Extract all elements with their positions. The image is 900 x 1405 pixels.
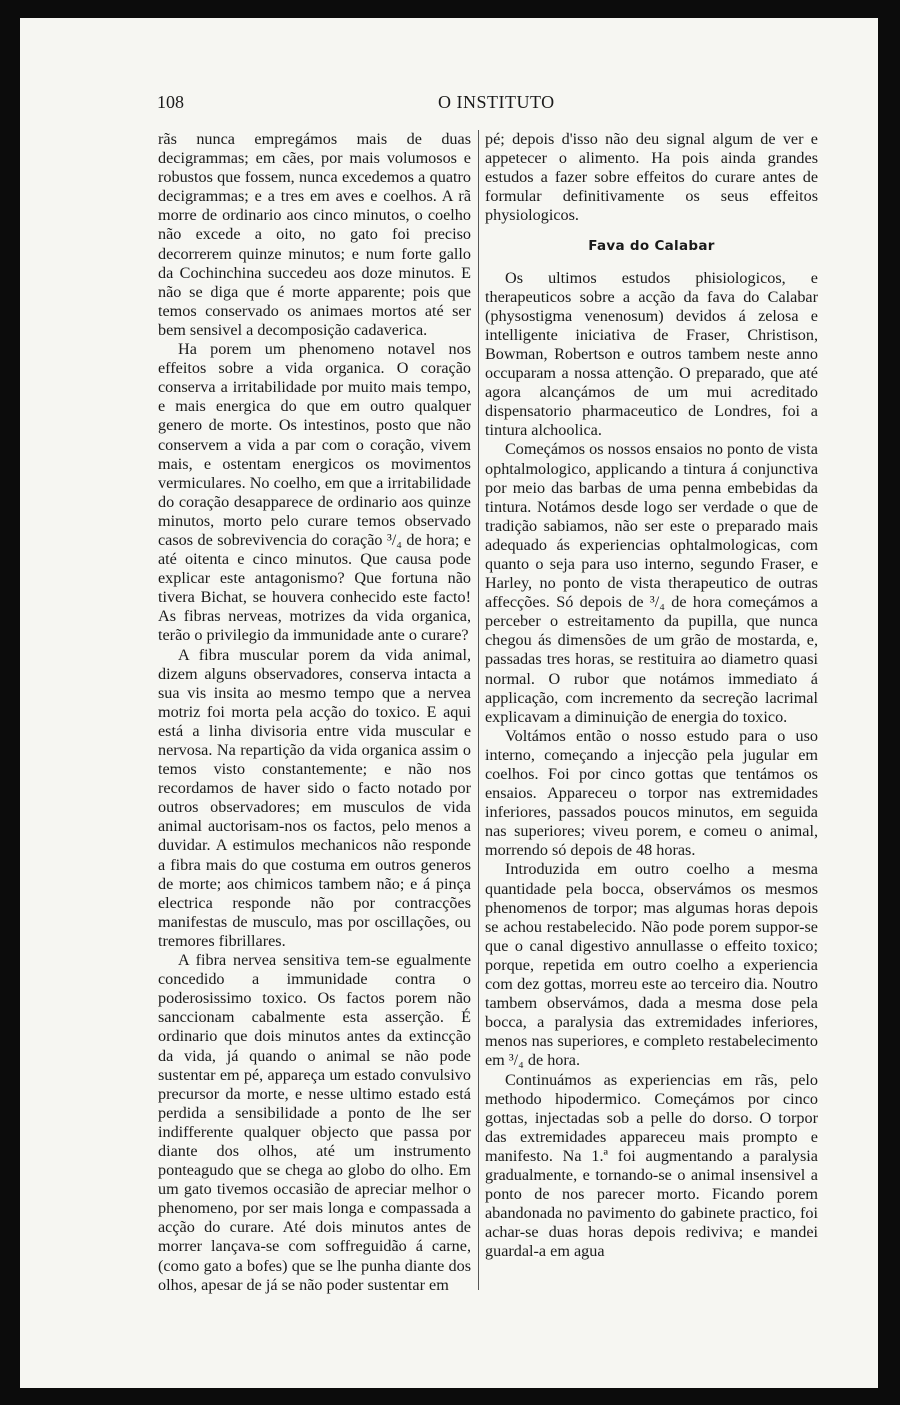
right-column bbox=[485, 130, 818, 1261]
book-page bbox=[20, 18, 878, 1388]
paragraph: Os ultimos estudos phisiologicos, e therapeuticos sobre a acção da fava do Calabar (physostigma venenosum) devidos á zelosa e intelligente iniciativa de Fraser, Christison, Bowman, Robertson e outros tambem neste anno occuparam a nossa attenção. O preparado, que até agora alcançámos de um mui acreditado dispensatorio pharmaceutico de Londres, foi a tintura alchoolica. bbox=[485, 268, 818, 440]
paragraph: Voltámos então o nosso estudo para o uso interno, começando a injecção pela jugular em coelhos. Foi por cinco gottas que tentámos os ensaios. Appareceu o torpor nas extremidades inferiores, passados poucos minutos, em seguida nas superiores; viveu porem, e comeu o animal, morrendo só depois de 48 horas. bbox=[485, 726, 818, 860]
paragraph: Começámos os nossos ensaios no ponto de vista ophtalmologico, applicando a tintura á conjunctiva por meio das barbas de uma penna embebidas da tintura. Notámos desde logo ser verdade o que de tradição sabiamos, não ser este o preparado mais adequado ás experiencias ophtalmologicas, com quanto o seja para uso interno, segundo Fraser, e Harley, no ponto de vista therapeutico de outras affecções. Só depois de ³/₄ de hora começámos a perceber o estreitamento da pupilla, que nunca chegou ás dimensões de um grão de mostarda, e, passadas tres horas, se restituira ao diametro quasi normal. O rubor que notámos immediato á applicação, com incremento da secreção lacrimal explicavam a diminuição de energia do toxico. bbox=[485, 440, 818, 726]
paragraph: rãs nunca empregámos mais de duas decigrammas; em cães, por mais volumosos e robustos que fossem, nunca excedemos a quatro decigrammas; e a tres em aves e coelhos. A rã morre de ordinario aos cinco minutos, o coelho não excede a oito, no gato foi preciso decorrerem quinze minutos; e num forte gallo da Cochinchina succedeu aos doze minutos. E não se diga que é morte apparente; pois que temos conservado os animaes mortos até ser bem sensivel a decomposição cadaverica. bbox=[158, 130, 471, 339]
left-column bbox=[158, 130, 471, 1295]
paragraph: pé; depois d'isso não deu signal algum de ver e appetecer o alimento. Ha pois ainda grandes estudos a fazer sobre effeitos do curare antes de formular definitivamente os seus effeitos physiologicos. bbox=[485, 130, 818, 225]
paragraph: Introduzida em outro coelho a mesma quantidade pela bocca, observámos os mesmos phenomenos de torpor; mas algumas horas depois se achou restabelecido. Não pode porem suppor-se que o canal digestivo annullasse o effeito toxico; porque, repetida em outro coelho a experiencia com dez gottas, morreu este ao terceiro dia. Noutro tambem observámos, dada a mesma dose pela bocca, a paralysia das extremidades inferiores, menos nas superiores, e completo restabelecimento em ³/₄ de hora. bbox=[485, 860, 818, 1070]
section-title: Fava do Calabar bbox=[588, 238, 715, 255]
paragraph: A fibra muscular porem da vida animal, dizem alguns observadores, conserva intacta a sua vis insita ao mesmo tempo que a nervea motriz foi morta pela acção do toxico. E aqui está a linha divisoria entre vida muscular e nervosa. Na repartição da vida organica assim o temos visto constantemente; e não nos recordamos de haver sido o facto notado por outros observadores; em musculos de vida animal auctorisam-nos os factos, pelo menos a duvidar. A estimulos mechanicos não responde a fibra mais do que costuma em outros generos de morte; aos chimicos tambem não; e á pinça electrica responde não por contracções manifestas de musculo, mas por oscillações, ou tremores fibrillares. bbox=[158, 645, 471, 950]
page-header bbox=[20, 92, 878, 122]
paragraph: Continuámos as experiencias em rãs, pelo methodo hipodermico. Começámos por cinco gottas, injectadas sob a pelle do dorso. O torpor das extremidades appareceu mais prompto e manifesto. Na 1.ª foi augmentando a paralysia gradualmente, e tornando-se o animal insensivel a ponto de nos parecer morto. Ficando porem abandonada no pavimento do gabinete practico, foi achar-se duas horas depois rediviva; e mandei guardal-a em agua bbox=[485, 1070, 818, 1261]
page-number: 108 bbox=[157, 92, 184, 112]
paragraph: Ha porem um phenomeno notavel nos effeitos sobre a vida organica. O coração conserva a irritabilidade por muito mais tempo, e mais energica do que em outro qualquer genero de morte. Os intestinos, posto que não conservem a vida a par com o coração, vivem mais, e ostentam energicos os movimentos vermiculares. No coelho, em que a irritabilidade do coração desapparece de ordinario aos quinze minutos, morto pelo curare temos observado casos de sobrevivencia do coração ³/₄ de hora; e até oitenta e cinco minutos. Que causa pode explicar este antagonismo? Que fortuna não tivera Bichat, se houvera conhecido este facto! As fibras nerveas, motrizes da vida organica, terão o privilegio da immunidade ante o curare? bbox=[158, 340, 471, 645]
running-title: O INSTITUTO bbox=[438, 92, 555, 112]
paragraph: A fibra nervea sensitiva tem-se egualmente concedido a immunidade contra o poderosissimo toxico. Os factos porem não sanccionam cabalmente esta asserção. É ordinario que dois minutos antes da extincção da vida, já quando o animal se não pode sustentar em pé, appareça um estado convulsivo precursor da morte, e nesse ultimo estado está perdida a sensibilidade a ponto de lhe ser indifferente qualquer objecto que passa por diante dos olhos, até um instrumento ponteagudo que se chega ao globo do olho. Em um gato tivemos occasião de apreciar melhor o phenomeno, por ser mais longa e compassada a acção do curare. Até dois minutos antes de morrer lançava-se com soffreguidão á carne, (como gato a bofes) que se lhe punha diante dos olhos, apesar de já se não poder sustentar em bbox=[158, 951, 471, 1294]
column-divider bbox=[478, 130, 479, 1290]
